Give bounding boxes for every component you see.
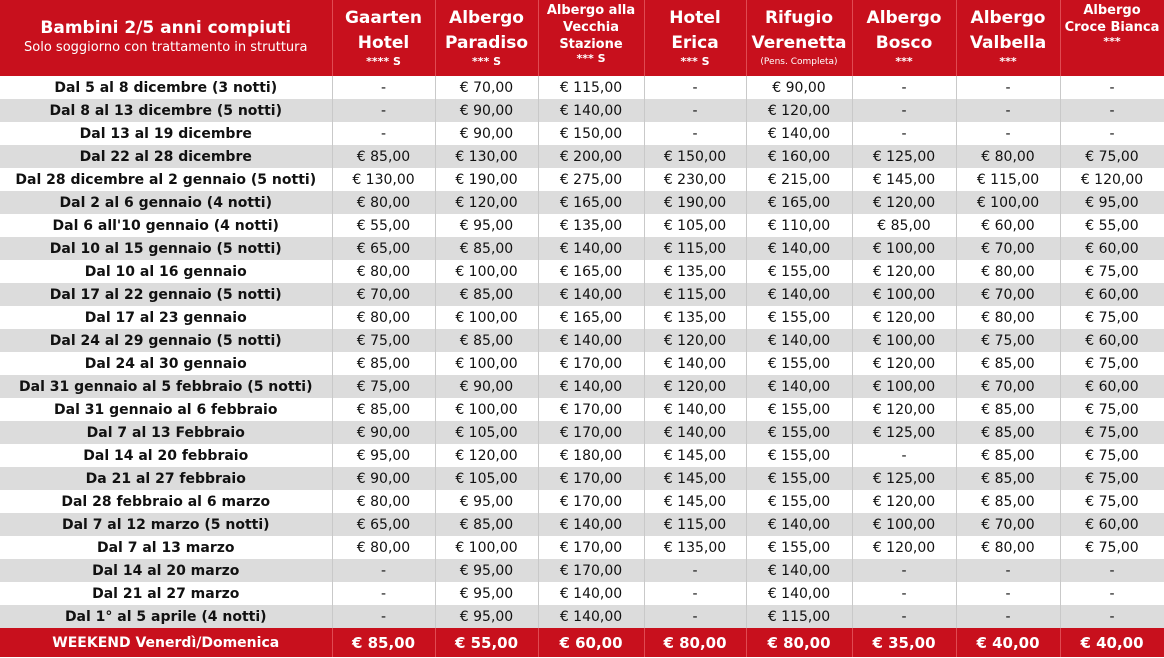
weekend-price-cell: € 35,00 [852, 628, 956, 657]
price-cell: € 75,00 [1060, 536, 1164, 559]
price-cell: € 85,00 [956, 398, 1060, 421]
price-cell: € 140,00 [538, 237, 644, 260]
hotel-name: Albergo alla Vecchia Stazione [546, 3, 636, 52]
price-cell: - [644, 122, 746, 145]
period-cell: Dal 22 al 28 dicembre [0, 145, 332, 168]
price-cell: € 90,00 [332, 421, 435, 444]
hotel-header [956, 0, 1060, 76]
hotel-name: Hotel Erica [669, 8, 721, 53]
price-cell: € 140,00 [538, 513, 644, 536]
price-cell: - [332, 605, 435, 628]
price-cell: € 80,00 [332, 490, 435, 513]
hotel-header [538, 0, 644, 76]
price-cell: € 170,00 [538, 421, 644, 444]
price-cell: € 55,00 [1060, 214, 1164, 237]
price-cell: € 85,00 [956, 352, 1060, 375]
price-cell: € 150,00 [538, 122, 644, 145]
price-cell: € 95,00 [332, 444, 435, 467]
weekend-label: WEEKEND Venerdì/Domenica [0, 628, 332, 657]
period-cell: Dal 10 al 15 gennaio (5 notti) [0, 237, 332, 260]
price-cell: - [1060, 559, 1164, 582]
table-row [0, 145, 1164, 168]
price-cell: € 115,00 [644, 237, 746, 260]
price-cell: € 125,00 [852, 467, 956, 490]
period-cell: Dal 31 gennaio al 5 febbraio (5 notti) [0, 375, 332, 398]
price-cell: € 75,00 [1060, 490, 1164, 513]
table-body [0, 76, 1164, 628]
price-cell: € 95,00 [435, 605, 538, 628]
price-cell: € 120,00 [852, 306, 956, 329]
price-cell: € 155,00 [746, 467, 852, 490]
price-cell: - [956, 605, 1060, 628]
price-cell: - [332, 76, 435, 99]
price-cell: - [852, 444, 956, 467]
price-cell: € 90,00 [435, 122, 538, 145]
table-row [0, 467, 1164, 490]
price-cell: - [332, 559, 435, 582]
weekend-price-cell: € 80,00 [644, 628, 746, 657]
period-cell: Dal 10 al 16 gennaio [0, 260, 332, 283]
hotel-stars: *** S [576, 52, 606, 65]
price-cell: € 120,00 [852, 490, 956, 513]
price-cell: € 170,00 [538, 398, 644, 421]
price-cell: - [644, 605, 746, 628]
table-row [0, 513, 1164, 536]
weekend-price-cell: € 40,00 [956, 628, 1060, 657]
price-cell: € 85,00 [435, 513, 538, 536]
price-cell: € 140,00 [746, 283, 852, 306]
hotel-name: Albergo Paradiso [444, 8, 529, 53]
price-cell: € 75,00 [1060, 145, 1164, 168]
price-cell: € 100,00 [435, 306, 538, 329]
price-cell: € 90,00 [435, 99, 538, 122]
period-cell: Dal 7 al 12 marzo (5 notti) [0, 513, 332, 536]
price-cell: € 120,00 [644, 329, 746, 352]
price-cell: € 170,00 [538, 352, 644, 375]
price-cell: € 105,00 [435, 467, 538, 490]
weekend-price-cell: € 85,00 [332, 628, 435, 657]
price-cell: - [852, 76, 956, 99]
price-cell: - [852, 99, 956, 122]
hotel-stars: *** [1103, 35, 1121, 48]
weekend-price-cell: € 40,00 [1060, 628, 1164, 657]
table-header [0, 0, 1164, 76]
price-cell: € 70,00 [956, 375, 1060, 398]
table-row [0, 191, 1164, 214]
price-cell: € 75,00 [332, 329, 435, 352]
price-cell: € 165,00 [746, 191, 852, 214]
price-cell: € 140,00 [538, 329, 644, 352]
price-cell: € 145,00 [644, 490, 746, 513]
price-cell: € 140,00 [538, 582, 644, 605]
price-cell: € 85,00 [956, 467, 1060, 490]
price-cell: € 75,00 [1060, 260, 1164, 283]
price-cell: € 120,00 [1060, 168, 1164, 191]
price-cell: € 140,00 [746, 582, 852, 605]
price-cell: € 115,00 [644, 513, 746, 536]
price-cell: € 90,00 [746, 76, 852, 99]
table-row [0, 329, 1164, 352]
price-cell: € 90,00 [332, 467, 435, 490]
price-cell: € 155,00 [746, 260, 852, 283]
price-cell: € 145,00 [644, 467, 746, 490]
price-cell: € 145,00 [644, 444, 746, 467]
price-cell: € 155,00 [746, 352, 852, 375]
table-row [0, 444, 1164, 467]
period-cell: Dal 13 al 19 dicembre [0, 122, 332, 145]
price-cell: € 85,00 [956, 490, 1060, 513]
price-cell: € 120,00 [852, 352, 956, 375]
price-cell: € 100,00 [956, 191, 1060, 214]
table-row [0, 168, 1164, 191]
weekend-row [0, 628, 1164, 657]
price-cell: € 60,00 [1060, 237, 1164, 260]
price-cell: € 155,00 [746, 306, 852, 329]
table-row [0, 306, 1164, 329]
price-cell: € 140,00 [746, 122, 852, 145]
price-cell: € 165,00 [538, 306, 644, 329]
price-cell: € 200,00 [538, 145, 644, 168]
price-cell: - [956, 76, 1060, 99]
price-cell: € 170,00 [538, 559, 644, 582]
price-cell: € 100,00 [852, 329, 956, 352]
price-cell: € 120,00 [435, 444, 538, 467]
price-cell: € 70,00 [956, 513, 1060, 536]
weekend-price-cell: € 55,00 [435, 628, 538, 657]
weekend-price-cell: € 60,00 [538, 628, 644, 657]
price-cell: € 140,00 [644, 398, 746, 421]
table-row [0, 398, 1164, 421]
price-cell: € 60,00 [956, 214, 1060, 237]
price-cell: € 170,00 [538, 490, 644, 513]
table-row [0, 536, 1164, 559]
hotel-header [852, 0, 956, 76]
price-cell: € 125,00 [852, 145, 956, 168]
hotel-stars: *** [895, 55, 913, 68]
price-cell: - [644, 559, 746, 582]
price-cell: € 110,00 [746, 214, 852, 237]
price-cell: € 75,00 [1060, 421, 1164, 444]
price-cell: € 135,00 [644, 260, 746, 283]
hotel-header [746, 0, 852, 76]
price-cell: € 140,00 [746, 513, 852, 536]
hotel-note: (Pens. Completa) [760, 57, 838, 67]
hotel-stars: *** [999, 55, 1017, 68]
price-cell: € 145,00 [852, 168, 956, 191]
price-cell: € 125,00 [852, 421, 956, 444]
price-cell: € 80,00 [332, 191, 435, 214]
price-cell: € 75,00 [956, 329, 1060, 352]
price-cell: - [332, 99, 435, 122]
hotel-stars: *** S [471, 55, 501, 68]
table-row [0, 582, 1164, 605]
price-cell: € 70,00 [956, 237, 1060, 260]
price-cell: € 140,00 [644, 421, 746, 444]
price-cell: € 90,00 [435, 375, 538, 398]
price-cell: € 120,00 [435, 191, 538, 214]
price-cell: € 75,00 [1060, 306, 1164, 329]
price-cell: € 80,00 [332, 306, 435, 329]
table-footer [0, 628, 1164, 657]
price-cell: € 140,00 [538, 605, 644, 628]
price-cell: € 140,00 [644, 352, 746, 375]
price-cell: € 180,00 [538, 444, 644, 467]
table-row [0, 99, 1164, 122]
price-cell: € 95,00 [1060, 191, 1164, 214]
price-cell: € 275,00 [538, 168, 644, 191]
period-cell: Dal 31 gennaio al 6 febbraio [0, 398, 332, 421]
price-cell: - [644, 582, 746, 605]
price-cell: € 60,00 [1060, 513, 1164, 536]
price-cell: € 85,00 [956, 444, 1060, 467]
price-cell: - [956, 122, 1060, 145]
price-cell: - [332, 122, 435, 145]
price-cell: € 165,00 [538, 260, 644, 283]
table-row [0, 76, 1164, 99]
hotel-stars: **** S [366, 55, 401, 68]
price-cell: € 215,00 [746, 168, 852, 191]
price-cell: € 120,00 [746, 99, 852, 122]
hotel-name: Gaarten Hotel [344, 8, 423, 53]
price-cell: € 130,00 [435, 145, 538, 168]
price-cell: - [1060, 76, 1164, 99]
table-row [0, 375, 1164, 398]
price-cell: € 155,00 [746, 490, 852, 513]
price-cell: € 170,00 [538, 536, 644, 559]
price-cell: € 120,00 [852, 260, 956, 283]
table-row [0, 559, 1164, 582]
price-cell: € 75,00 [1060, 444, 1164, 467]
period-cell: Dal 24 al 29 gennaio (5 notti) [0, 329, 332, 352]
price-cell: € 135,00 [644, 536, 746, 559]
price-cell: - [852, 559, 956, 582]
price-cell: € 100,00 [852, 513, 956, 536]
price-cell: € 85,00 [435, 329, 538, 352]
period-cell: Dal 28 febbraio al 6 marzo [0, 490, 332, 513]
period-cell: Dal 6 all'10 gennaio (4 notti) [0, 214, 332, 237]
price-cell: € 190,00 [435, 168, 538, 191]
period-cell: Dal 5 al 8 dicembre (3 notti) [0, 76, 332, 99]
price-cell: € 115,00 [538, 76, 644, 99]
table-title-cell [0, 0, 332, 76]
table-row [0, 352, 1164, 375]
table-row [0, 237, 1164, 260]
price-cell: € 140,00 [746, 237, 852, 260]
period-cell: Dal 8 al 13 dicembre (5 notti) [0, 99, 332, 122]
price-cell: € 155,00 [746, 421, 852, 444]
hotel-header [1060, 0, 1164, 76]
table-row [0, 283, 1164, 306]
price-cell: - [332, 582, 435, 605]
price-cell: € 70,00 [332, 283, 435, 306]
period-cell: Dal 24 al 30 gennaio [0, 352, 332, 375]
price-cell: € 85,00 [332, 352, 435, 375]
price-cell: € 85,00 [435, 283, 538, 306]
table-row [0, 260, 1164, 283]
price-cell: € 80,00 [332, 260, 435, 283]
price-cell: € 140,00 [746, 329, 852, 352]
price-cell: € 85,00 [852, 214, 956, 237]
price-cell: - [956, 99, 1060, 122]
price-cell: € 100,00 [852, 375, 956, 398]
table-row [0, 605, 1164, 628]
period-cell: Dal 17 al 23 gennaio [0, 306, 332, 329]
price-cell: € 105,00 [644, 214, 746, 237]
price-cell: € 75,00 [1060, 467, 1164, 490]
hotel-name: Albergo Croce Bianca [1064, 3, 1160, 35]
price-cell: € 80,00 [956, 536, 1060, 559]
price-cell: € 140,00 [746, 559, 852, 582]
price-cell: € 135,00 [538, 214, 644, 237]
price-cell: € 95,00 [435, 582, 538, 605]
period-cell: Dal 21 al 27 marzo [0, 582, 332, 605]
period-cell: Dal 2 al 6 gennaio (4 notti) [0, 191, 332, 214]
period-cell: Dal 7 al 13 Febbraio [0, 421, 332, 444]
price-cell: € 115,00 [644, 283, 746, 306]
price-cell: € 95,00 [435, 490, 538, 513]
price-cell: € 70,00 [956, 283, 1060, 306]
price-cell: € 135,00 [644, 306, 746, 329]
hotel-header [435, 0, 538, 76]
table-row [0, 490, 1164, 513]
price-cell: € 75,00 [1060, 352, 1164, 375]
price-cell: € 160,00 [746, 145, 852, 168]
price-cell: € 150,00 [644, 145, 746, 168]
price-cell: € 85,00 [435, 237, 538, 260]
price-cell: € 105,00 [435, 421, 538, 444]
price-cell: € 75,00 [332, 375, 435, 398]
hotel-name: Albergo Bosco [866, 8, 942, 53]
table-row [0, 421, 1164, 444]
price-cell: € 120,00 [644, 375, 746, 398]
price-cell: € 115,00 [746, 605, 852, 628]
price-cell: € 70,00 [435, 76, 538, 99]
price-cell: - [1060, 582, 1164, 605]
weekend-price-cell: € 80,00 [746, 628, 852, 657]
price-cell: € 60,00 [1060, 329, 1164, 352]
price-cell: - [1060, 99, 1164, 122]
price-cell: € 85,00 [956, 421, 1060, 444]
period-cell: Dal 17 al 22 gennaio (5 notti) [0, 283, 332, 306]
price-cell: € 130,00 [332, 168, 435, 191]
price-cell: € 80,00 [956, 260, 1060, 283]
period-cell: Dal 7 al 13 marzo [0, 536, 332, 559]
price-cell: € 170,00 [538, 467, 644, 490]
price-cell: € 120,00 [852, 536, 956, 559]
price-cell: - [852, 605, 956, 628]
hotel-name: Albergo Valbella [969, 8, 1047, 53]
price-cell: € 60,00 [1060, 375, 1164, 398]
hotel-header [332, 0, 435, 76]
price-cell: € 190,00 [644, 191, 746, 214]
price-cell: € 155,00 [746, 398, 852, 421]
price-cell: € 140,00 [538, 375, 644, 398]
period-cell: Dal 14 al 20 febbraio [0, 444, 332, 467]
price-cell: - [956, 559, 1060, 582]
price-cell: € 95,00 [435, 559, 538, 582]
price-cell: € 85,00 [332, 145, 435, 168]
table-title: Bambini 2/5 anni compiuti [40, 18, 292, 38]
price-cell: € 165,00 [538, 191, 644, 214]
price-cell: € 80,00 [332, 536, 435, 559]
hotel-header [644, 0, 746, 76]
price-cell: € 155,00 [746, 444, 852, 467]
price-cell: € 100,00 [852, 283, 956, 306]
period-cell: Dal 1° al 5 aprile (4 notti) [0, 605, 332, 628]
price-cell: € 60,00 [1060, 283, 1164, 306]
price-cell: - [852, 582, 956, 605]
period-cell: Dal 14 al 20 marzo [0, 559, 332, 582]
price-cell: € 100,00 [435, 352, 538, 375]
price-cell: € 140,00 [538, 283, 644, 306]
table-subtitle: Solo soggiorno con trattamento in struttura [24, 40, 308, 55]
price-cell: € 230,00 [644, 168, 746, 191]
period-cell: Da 21 al 27 febbraio [0, 467, 332, 490]
table-row [0, 214, 1164, 237]
price-cell: € 55,00 [332, 214, 435, 237]
price-cell: € 100,00 [435, 536, 538, 559]
price-cell: € 100,00 [852, 237, 956, 260]
price-cell: € 80,00 [956, 145, 1060, 168]
price-cell: € 95,00 [435, 214, 538, 237]
period-cell: Dal 28 dicembre al 2 gennaio (5 notti) [0, 168, 332, 191]
price-cell: - [1060, 122, 1164, 145]
price-cell: € 65,00 [332, 513, 435, 536]
price-cell: € 100,00 [435, 398, 538, 421]
price-cell: € 155,00 [746, 536, 852, 559]
price-cell: € 100,00 [435, 260, 538, 283]
price-cell: - [852, 122, 956, 145]
hotel-name: Rifugio Verenetta [751, 8, 847, 53]
price-cell: € 120,00 [852, 191, 956, 214]
price-cell: - [644, 76, 746, 99]
price-cell: € 140,00 [538, 99, 644, 122]
table-row [0, 122, 1164, 145]
price-cell: € 65,00 [332, 237, 435, 260]
price-cell: - [644, 99, 746, 122]
price-cell: € 85,00 [332, 398, 435, 421]
hotel-stars: *** S [680, 55, 710, 68]
price-cell: € 120,00 [852, 398, 956, 421]
price-cell: € 75,00 [1060, 398, 1164, 421]
price-cell: - [1060, 605, 1164, 628]
price-cell: € 140,00 [746, 375, 852, 398]
price-cell: € 115,00 [956, 168, 1060, 191]
price-cell: € 80,00 [956, 306, 1060, 329]
price-cell: - [956, 582, 1060, 605]
